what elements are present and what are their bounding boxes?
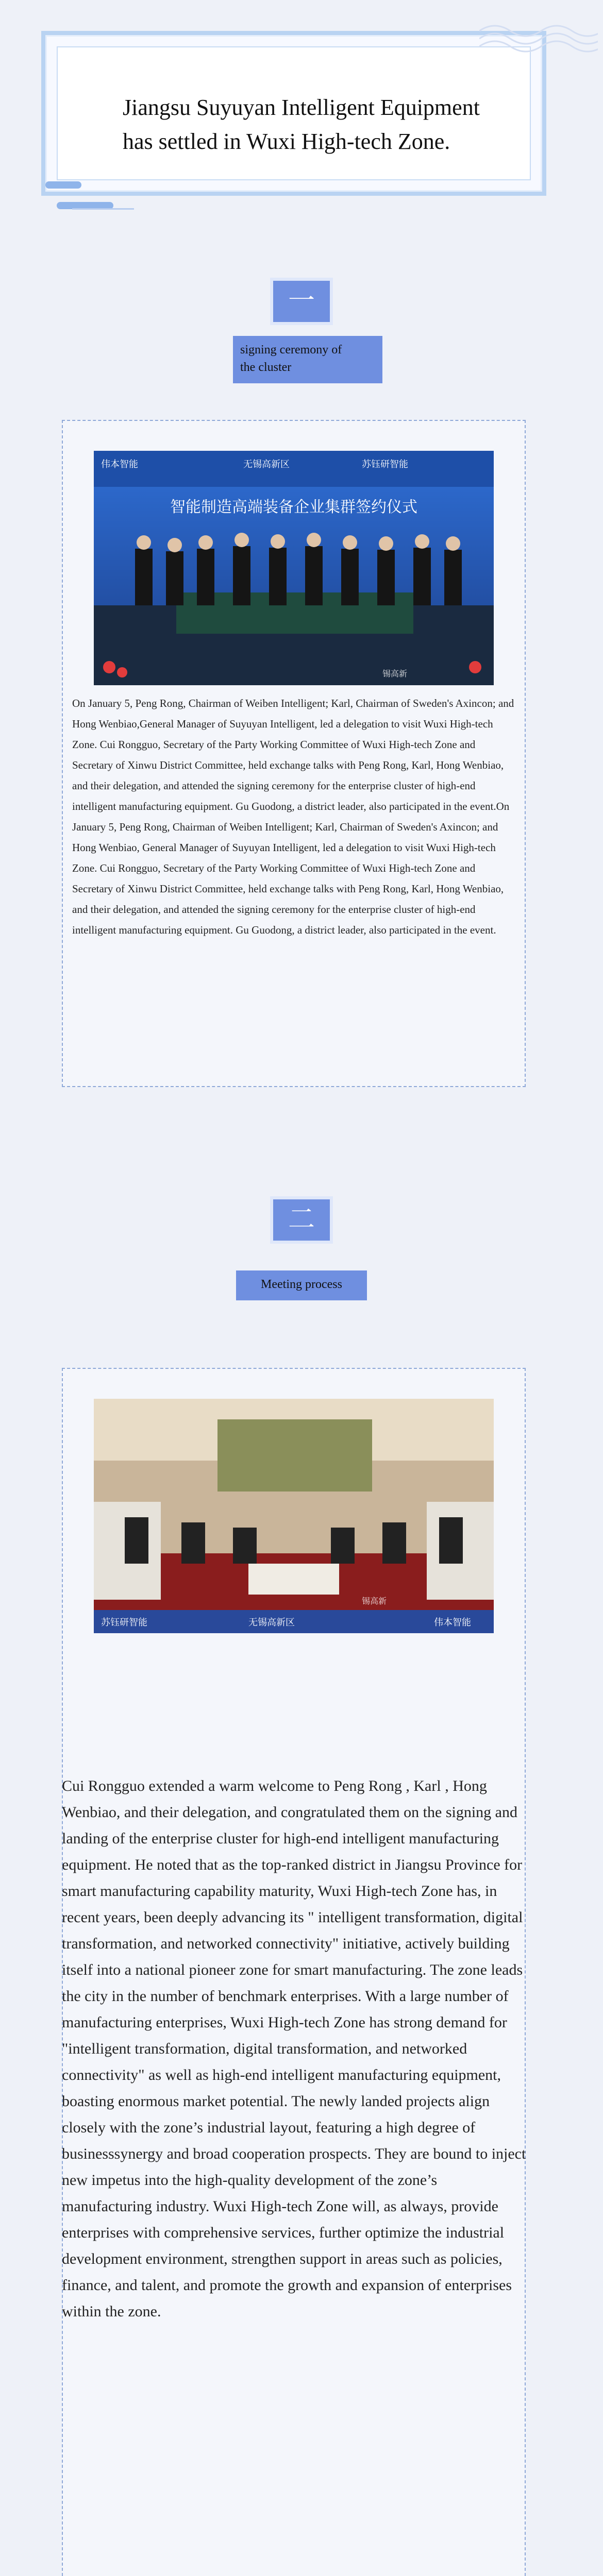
section-1-label: [233, 336, 382, 383]
section-1-number: 一: [273, 281, 330, 322]
section-2-paragraph: Cui Rongguo extended a warm welcome to Peng Rong , Karl , Hong Wenbiao, and their delegation, and congratulated them on the signing and landing of the enterprise cluster for high-end intelligent manufacturing equipment. He noted that as the top-ranked district in Jiangsu Province for smart manufacturing capability maturity, Wuxi High-tech Zone has, in recent years, been deeply advancing its " intelligent transformation, digital transformation, and networked connectivity" initiative, actively building itself into a national pioneer zone for smart manufacturing. The zone leads the city in the number of benchmark enterprises. With a large number of manufacturing enterprises, Wuxi High-tech Zone has strong demand for "intelligent transformation, digital transformation, and networked connectivity" as well as high-end intelligent manufacturing equipment, boasting enormous market potential. The newly landed projects align closely with the zone’s industrial layout, featuring a high degree of businesssynergy and broad cooperation prospects. They are bound to inject new impetus into the high-quality development of the zone’s manufacturing industry. Wuxi High-tech Zone will, as always, provide enterprises with comprehensive services, further optimize the industrial development environment, strengthen support in areas such as policies, finance, and talent, and promote the growth and expansion of enterprises within the zone.: [62, 1777, 526, 2320]
meeting-photo: [94, 1399, 494, 1633]
decor-line: [72, 208, 134, 210]
photo-logo-1: 苏钰研智能: [101, 1617, 147, 1628]
section-1-paragraph: On January 5, Peng Rong, Chairman of Weiben Intelligent; Karl, Chairman of Sweden's Axincon; and Hong Wenbiao,General Manager of Suyuyan Intelligent, led a delegation to visit Wuxi High-tech Zone. Cui Rongguo, Secretary of the Party Working Committee of Wuxi High-tech Zone and Secretary of Xinwu District Committee, held exchange talks with Peng Rong, Karl, Hong Wenbiao, and their delegation, and attended the signing ceremony for the enterprise cluster of high-end intelligent manufacturing equipment. Gu Guodong, a district leader, also participated in the event.On January 5, Peng Rong, Chairman of Weiben Intelligent; Karl, Chairman of Sweden's Axincon; and Hong Wenbiao, General Manager of Suyuyan Intelligent, led a delegation to visit Wuxi High-tech Zone. Cui Rongguo, Secretary of the Party Working Committee of Wuxi High-tech Zone and Secretary of Xinwu District Committee, held exchange talks with Peng Rong, Karl, Hong Wenbiao, and their delegation, and attended the signing ceremony for the enterprise cluster of high-end intelligent manufacturing equipment. Gu Guodong, a district leader, also participated in the event.: [72, 697, 514, 936]
photo-logo-1: 伟本智能: [101, 459, 138, 469]
section-1-card: [62, 420, 526, 1087]
title-line-2: has settled in Wuxi High-tech Zone.: [123, 129, 450, 154]
decor-bar: [45, 181, 81, 189]
photo-banner-text: 智能制造高端装备企业集群签约仪式: [170, 498, 417, 516]
title-line-1: Jiangsu Suyuyan Intelligent Equipment: [123, 95, 480, 120]
photo-logo-3: 苏钰研智能: [362, 459, 408, 469]
signing-ceremony-photo: [94, 451, 494, 685]
photo-logo-2: 无锡高新区: [248, 1617, 295, 1628]
title-frame: [41, 31, 546, 196]
photo-logo-3: 伟本智能: [434, 1617, 471, 1628]
photo-watermark: 锡高新: [362, 1597, 387, 1606]
page-title: [123, 91, 494, 159]
section-1-label-line-2: the cluster: [240, 361, 292, 374]
section-2-label: Meeting process: [236, 1270, 367, 1300]
section-1-label-line-1: signing ceremony of: [240, 343, 342, 357]
photo-logo-2: 无锡高新区: [243, 459, 290, 469]
section-2-card: [62, 1368, 526, 2576]
section-2-number: 二: [273, 1199, 330, 1241]
decor-wave: [479, 15, 598, 62]
photo-watermark: 锡高新: [382, 670, 408, 679]
